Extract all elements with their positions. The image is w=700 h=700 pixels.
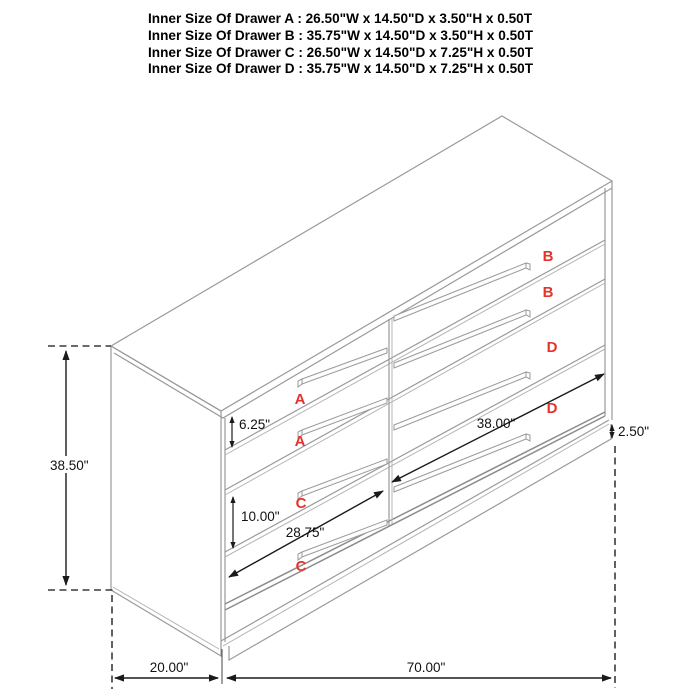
dim-overall-depth-label: 20.00"	[149, 660, 189, 675]
side-panel-bottom-inner-edge	[113, 587, 219, 649]
dresser-top-face	[111, 116, 612, 411]
dim-top-drawer-height-label: 6.25"	[239, 417, 271, 432]
top-slab-bottom-edge	[114, 188, 612, 418]
drawer-separator-3	[225, 345, 605, 552]
title-line-drawer-b: Inner Size Of Drawer B : 35.75"W x 14.50"D x 3.50"H x 0.50T	[148, 27, 534, 43]
dim-right-section-width-label: 38.00"	[476, 416, 516, 431]
drawer-separator-2b	[225, 283, 605, 495]
title-line-drawer-c: Inner Size Of Drawer C : 26.50"W x 14.50"D x 7.25"H x 0.50T	[148, 44, 534, 60]
drawer-label-d1: D	[546, 339, 558, 356]
drawer-label-a1: A	[294, 391, 306, 408]
drawer-label-c1: C	[295, 495, 307, 512]
dim-base-height-label: 2.50"	[618, 424, 650, 439]
drawer-separator-3b	[225, 349, 605, 557]
drawer-label-b1: B	[542, 248, 554, 265]
dimension-annotations	[47, 346, 649, 689]
dim-bottom-drawer-height-label: 10.00"	[241, 509, 280, 524]
title-line-drawer-d: Inner Size Of Drawer D : 35.75"W x 14.50"D x 7.25"H x 0.50T	[148, 61, 534, 77]
drawer-letter-labels	[295, 248, 558, 575]
drawer-separator-4b	[225, 416, 605, 610]
drawer-label-b2: B	[542, 284, 554, 301]
drawer-label-c2: C	[295, 558, 307, 575]
dim-overall-height-label: 38.50"	[50, 458, 89, 473]
dresser-drawing	[111, 116, 612, 660]
drawer-separator-4	[225, 412, 605, 604]
plinth-top-inner-edge	[223, 424, 609, 646]
plinth-front-bottom-edge	[229, 424, 611, 660]
dresser-side-panel	[111, 346, 221, 656]
dim-overall-width-label: 70.00"	[406, 660, 446, 675]
drawer-handle-b1	[394, 263, 530, 321]
drawer-handle-d2	[394, 434, 530, 492]
dim-left-section-width-label: 28.75"	[285, 525, 325, 540]
title-line-drawer-a: Inner Size Of Drawer A : 26.50"W x 14.50"D x 3.50"H x 0.50T	[148, 11, 533, 26]
drawer-label-a2: A	[294, 433, 306, 450]
drawer-handle-a2	[298, 398, 387, 438]
drawer-label-d2: D	[546, 400, 558, 417]
